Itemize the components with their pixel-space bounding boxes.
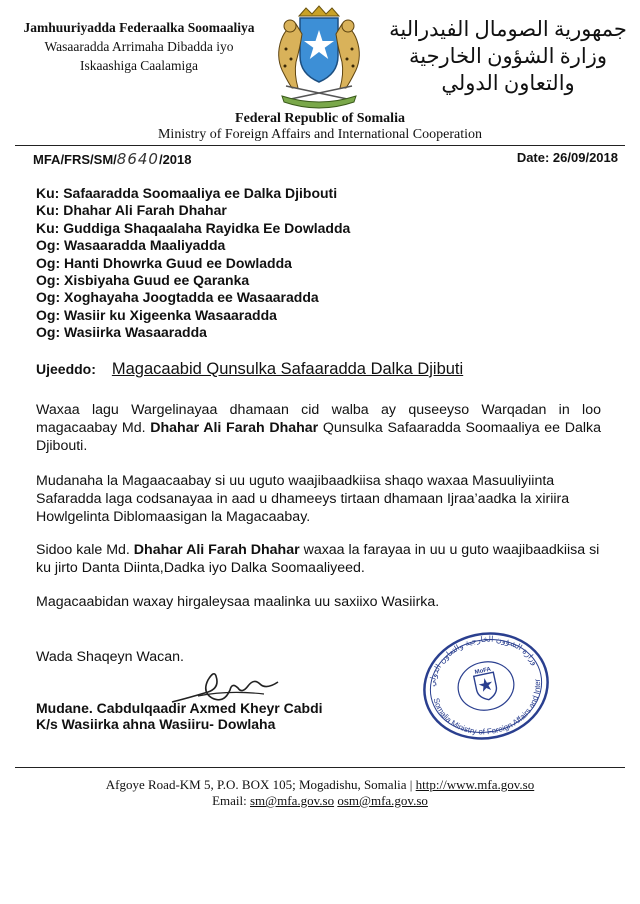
body-text: Waxaa lagu Wargelinayaa dhamaan cid walba ay quseeyso Warqadan in loo magacaabay Md. [36,402,601,436]
reference-suffix: /2018 [158,152,192,167]
subject-text: Magacaabid Qunsulka Safaaradda Dalka Djibuti [111,360,464,378]
footer-email-line [0,793,640,809]
footer-address-line [0,777,640,793]
recipient-line: Og: Xisbiyaha Guud ee Qaranka [36,272,250,289]
signatory-name: Mudane. Cabdulqaadir Axmed Kheyr Cabdi [36,700,323,716]
footer-email-link-1[interactable]: sm@mfa.gov.so [250,793,335,808]
letter-date: Date: 26/09/2018 [516,150,618,165]
header-somali-line2: Wasaaradda Arrimaha Dibadda iyo [44,39,234,54]
reference-number [33,150,192,168]
body-paragraph-2: Mudanaha la Magaacaabay si uu uguto waajibaadkiisa shaqo waxaa Masuuliyiinta Safaradda laga codsanayaa in aad u dhameeys tirtaan dhamaan Ijraa’aadka la xiriira Howlgelinta Diblomaasigan la Magacaabay. [36,473,570,525]
recipient-line: Og: Xoghayaha Joogtadda ee Wasaaradda [36,289,319,306]
footer-email-label: Email: [212,793,250,808]
recipient-line: Ku: Guddiga Shaqaalaha Rayidka Ee Dowladda [36,219,351,236]
body-text: waxaa la farayaa in uu u guto waajibaadkiisa si ku jirto Danta Diinta,Dadka iyo Dalka Soomaaliyeed. [36,542,600,576]
recipient-line: Ku: Safaaradda Soomaaliya ee Dalka Djibouti [36,185,338,201]
signatory-title: K/s Wasiirka ahna Wasiiru- Dowlaha [36,716,276,732]
official-stamp-icon [418,626,554,746]
recipient-line: Ku: Dhahar Ali Farah Dhahar [36,202,227,219]
header-divider [15,145,625,146]
body-paragraph-1 [36,401,601,455]
recipient-line: Og: Hanti Dhowrka Guud ee Dowladda [36,254,292,271]
footer-email-link-2[interactable]: osm@mfa.gov.so [337,793,428,808]
somalia-coat-of-arms-icon [266,4,372,112]
stamp-english-text: Somalia Ministry of Foreign Affairs and International [431,678,543,737]
stamp-arabic-text: وزارة الشؤون الخارجية والتعاون الدولي [427,634,540,688]
header-somali-line3: Iskaashiga Caalamiga [79,58,199,73]
header-arabic-line1: جمهورية الصومال الفيدرالية [389,17,627,41]
subject-label: Ujeeddo: [36,361,96,377]
footer-address: Afgoye Road-KM 5, P.O. BOX 105; Mogadishu, Somalia | [105,777,416,792]
appointee-name: Dhahar Ali Farah Dhahar [133,542,300,558]
appointee-name: Dhahar Ali Farah Dhahar [150,420,319,436]
reference-prefix: MFA/FRS/SM/ [33,152,117,167]
body-paragraph-4: Magacaabidan waxay hirgaleysaa maalinka uu saxiixo Wasiirka. [36,594,440,610]
recipient-line: Og: Wasiir ku Xigeenka Wasaaradda [36,306,277,323]
footer-website-link[interactable]: http://www.mfa.gov.so [415,777,535,792]
footer-divider [15,767,625,768]
body-text: Sidoo kale Md. [36,542,134,558]
header-english-line2: Ministry of Foreign Affairs and International Cooperation [157,127,482,142]
header-somali [14,18,264,75]
body-paragraph-3 [36,541,601,577]
header-arabic-line2: وزارة الشؤون الخارجية [408,44,608,68]
header-somali-line1: Jamhuuriyadda Federaalka Soomaaliya [23,20,255,35]
reference-handwritten-number: 8640 [116,150,159,168]
subject-line [36,360,463,379]
recipient-line: Og: Wasiirka Wasaaradda [36,324,207,341]
header-arabic-line3: والتعاون الدولي [441,71,575,95]
header-english-line1: Federal Republic of Somalia [235,111,405,126]
recipient-list [36,185,350,342]
header-arabic [388,16,628,97]
recipient-line: Og: Wasaaradda Maaliyadda [36,237,226,254]
closing-line: Wada Shaqeyn Wacan. [36,649,184,665]
stamp-inner-label: MoFA [474,666,492,676]
body-text: Qunsulka Safaaradda Soomaaliya ee Dalka Djibouti. [36,420,601,454]
